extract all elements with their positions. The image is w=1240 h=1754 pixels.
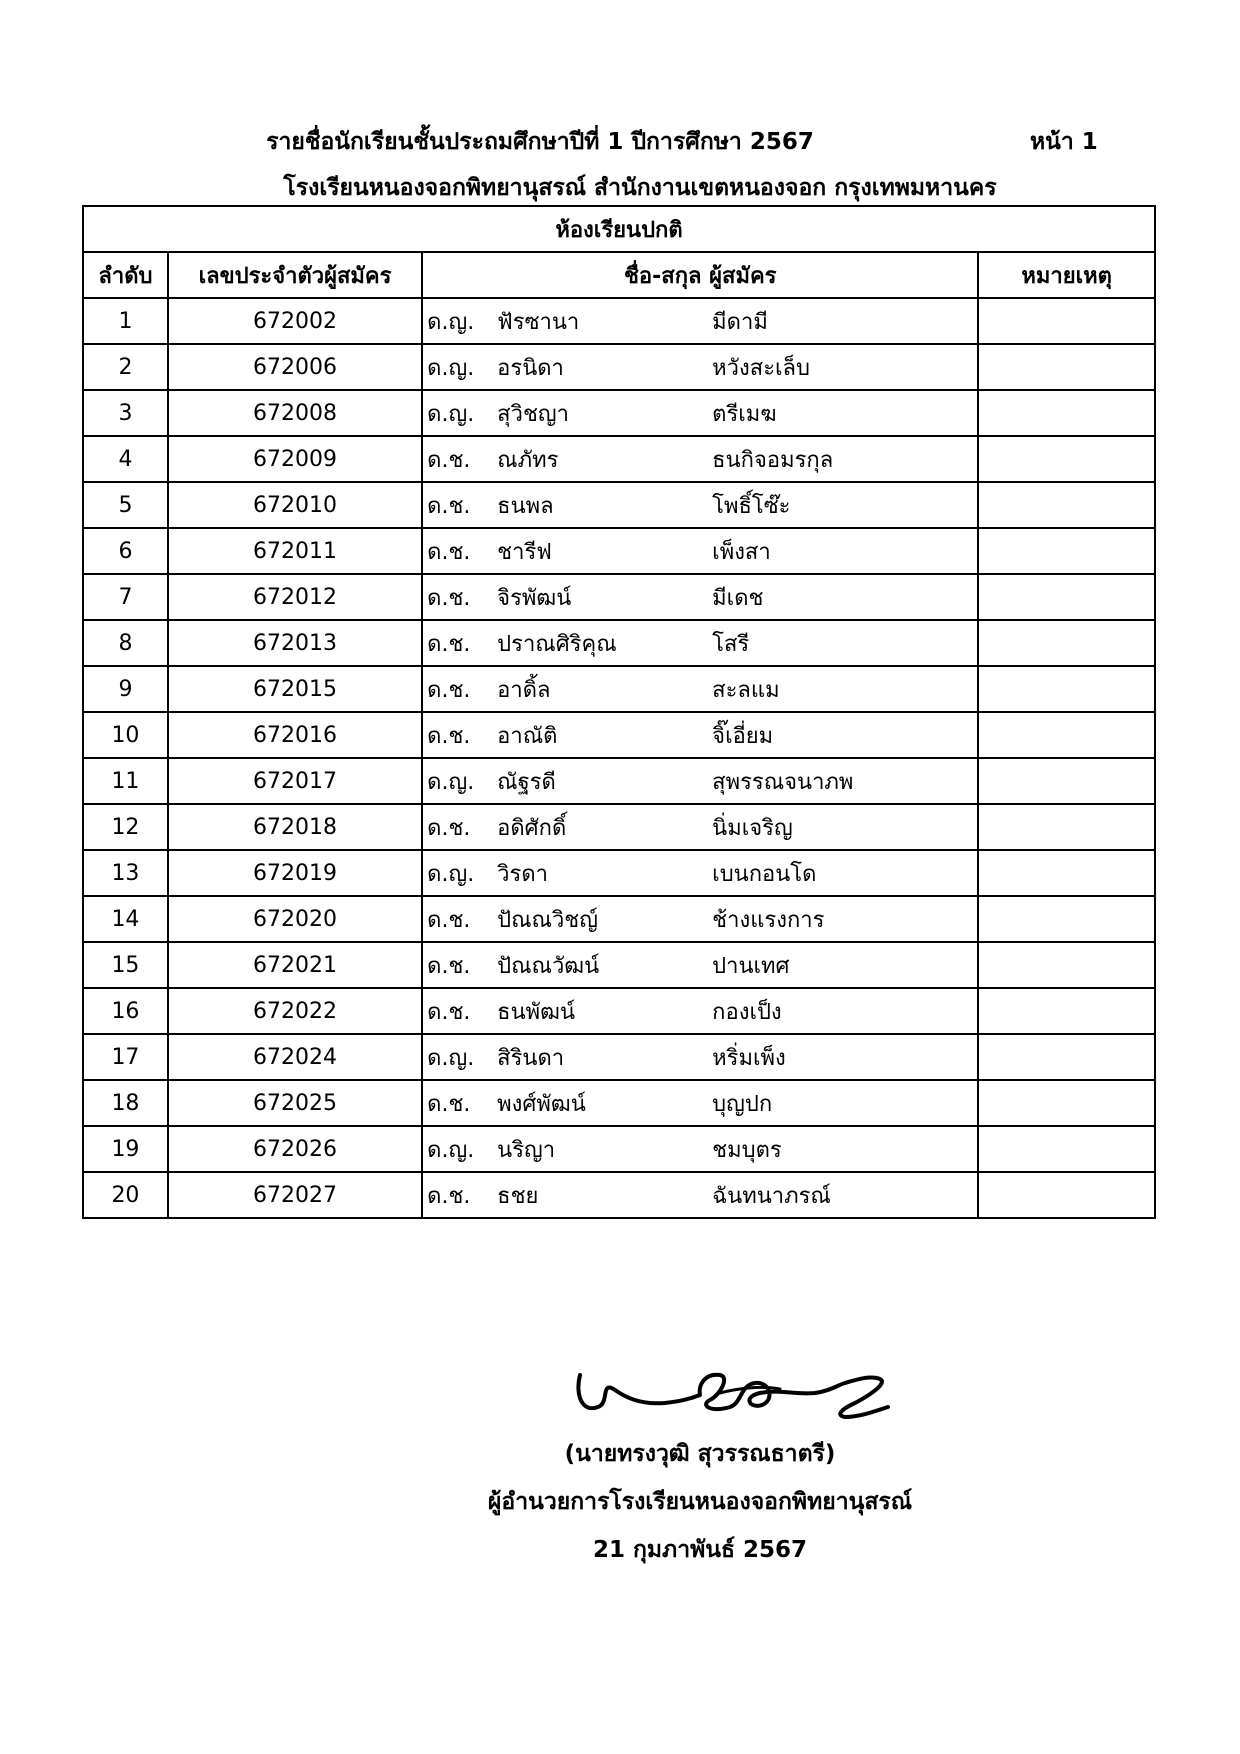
name-prefix: ด.ช. [427,493,471,519]
student-roster-table [82,205,1156,1219]
table-row [83,666,1155,712]
table-row [83,942,1155,988]
last-name: หริ่มเพ็ง [712,1045,786,1071]
row-index: 4 [83,436,168,482]
name-prefix: ด.ช. [427,631,471,657]
table-row [83,1034,1155,1080]
signature-date: 21 กุมภาพันธ์ 2567 [592,1537,808,1563]
applicant-id: 672020 [168,896,422,942]
last-name: เพ็งสา [712,539,771,565]
applicant-id: 672024 [168,1034,422,1080]
name-prefix: ด.ช. [427,539,471,565]
table-row [83,482,1155,528]
row-index: 17 [83,1034,168,1080]
table-row [83,1080,1155,1126]
table-row [83,804,1155,850]
row-index: 12 [83,804,168,850]
row-index: 18 [83,1080,168,1126]
roster-body [83,298,1155,1218]
applicant-name-cell [422,344,978,390]
name-prefix: ด.ญ. [427,309,475,335]
first-name: อดิศักดิ์ [497,815,567,841]
applicant-id: 672009 [168,436,422,482]
applicant-id: 672006 [168,344,422,390]
last-name: บุญปก [712,1091,773,1117]
row-index: 6 [83,528,168,574]
page-number: หน้า 1 [1030,129,1098,155]
last-name: โพธิ์โซ๊ะ [712,493,791,519]
first-name: พงศ์พัฒน์ [497,1091,586,1117]
last-name: จิ๊เอี่ยม [712,723,774,749]
table-row [83,758,1155,804]
row-index: 14 [83,896,168,942]
row-index: 8 [83,620,168,666]
applicant-name-cell [422,1172,978,1218]
first-name: สิรินดา [497,1045,565,1071]
applicant-id: 672027 [168,1172,422,1218]
column-header-applicant-id: เลขประจำตัวผู้สมัคร [168,252,422,298]
first-name: อาดิ้ล [497,677,551,703]
applicant-name-cell [422,620,978,666]
applicant-id: 672008 [168,390,422,436]
row-index: 9 [83,666,168,712]
name-prefix: ด.ช. [427,815,471,841]
last-name: มีดามี [712,309,768,335]
column-header-row [83,252,1155,298]
applicant-id: 672018 [168,804,422,850]
note-cell [978,482,1155,528]
applicant-name-cell [422,988,978,1034]
signer-position: ผู้อำนวยการโรงเรียนหนองจอกพิทยานุสรณ์ [487,1489,913,1515]
applicant-id: 672021 [168,942,422,988]
applicant-name-cell [422,758,978,804]
note-cell [978,988,1155,1034]
applicant-name-cell [422,1080,978,1126]
table-row [83,574,1155,620]
first-name: สุวิชญา [497,401,569,427]
table-row [83,620,1155,666]
name-prefix: ด.ญ. [427,1137,475,1163]
applicant-name-cell [422,528,978,574]
row-index: 11 [83,758,168,804]
note-cell [978,666,1155,712]
table-row [83,1172,1155,1218]
name-prefix: ด.ช. [427,723,471,749]
applicant-name-cell [422,298,978,344]
row-index: 15 [83,942,168,988]
first-name: ฟัรซานา [497,309,580,335]
applicant-id: 672017 [168,758,422,804]
table-row [83,528,1155,574]
note-cell [978,436,1155,482]
applicant-id: 672022 [168,988,422,1034]
applicant-id: 672011 [168,528,422,574]
last-name: หวังสะเล็บ [712,355,810,381]
note-cell [978,758,1155,804]
first-name: ธนพล [497,493,554,519]
first-name: นริญา [497,1137,556,1163]
name-prefix: ด.ช. [427,907,471,933]
first-name: ณภัทร [497,447,559,473]
first-name: จิรพัฒน์ [497,585,572,611]
name-prefix: ด.ช. [427,677,471,703]
name-prefix: ด.ช. [427,447,471,473]
document-subtitle [0,170,1240,206]
name-prefix: ด.ช. [427,1091,471,1117]
signature-block [0,1430,1240,1574]
last-name: โสรี [712,631,750,657]
column-header-index: ลำดับ [83,252,168,298]
first-name: วิรดา [497,861,548,887]
note-cell [978,896,1155,942]
name-prefix: ด.ช. [427,999,471,1025]
table-row [83,896,1155,942]
applicant-name-cell [422,436,978,482]
note-cell [978,850,1155,896]
first-name: ณัฐรดี [497,769,556,795]
row-index: 5 [83,482,168,528]
last-name: สะลแม [712,677,780,703]
first-name: ธนพัฒน์ [497,999,576,1025]
row-index: 2 [83,344,168,390]
last-name: ปานเทศ [712,953,790,979]
column-header-note: หมายเหตุ [978,252,1155,298]
note-cell [978,1034,1155,1080]
first-name: ปราณศิริคุณ [497,631,617,657]
applicant-id: 672026 [168,1126,422,1172]
document-title-text: รายชื่อนักเรียนชั้นประถมศึกษาปีที่ 1 ปีการศึกษา 2567 [266,129,814,155]
last-name: นิ่มเจริญ [712,815,793,841]
name-prefix: ด.ญ. [427,401,475,427]
applicant-id: 672019 [168,850,422,896]
applicant-id: 672012 [168,574,422,620]
row-index: 20 [83,1172,168,1218]
note-cell [978,942,1155,988]
name-prefix: ด.ช. [427,1183,471,1209]
applicant-name-cell [422,1034,978,1080]
note-cell [978,528,1155,574]
name-prefix: ด.ช. [427,585,471,611]
table-row [83,988,1155,1034]
row-index: 3 [83,390,168,436]
first-name: ธชย [497,1183,539,1209]
table-row [83,436,1155,482]
row-index: 7 [83,574,168,620]
row-index: 16 [83,988,168,1034]
column-header-name: ชื่อ-สกุล ผู้สมัคร [422,252,978,298]
last-name: ฉันทนาภรณ์ [712,1183,831,1209]
first-name: ปัณณวิชญ์ [497,907,598,933]
applicant-name-cell [422,574,978,620]
table-row [83,344,1155,390]
row-index: 19 [83,1126,168,1172]
applicant-name-cell [422,850,978,896]
note-cell [978,574,1155,620]
table-row [83,712,1155,758]
applicant-id: 672015 [168,666,422,712]
first-name: ปัณณวัฒน์ [497,953,600,979]
note-cell [978,804,1155,850]
table-row [83,390,1155,436]
name-prefix: ด.ญ. [427,1045,475,1071]
name-prefix: ด.ญ. [427,861,475,887]
note-cell [978,390,1155,436]
row-index: 10 [83,712,168,758]
row-index: 1 [83,298,168,344]
first-name: อาณัติ [497,723,558,749]
note-cell [978,1172,1155,1218]
applicant-name-cell [422,390,978,436]
note-cell [978,344,1155,390]
signature-image [570,1345,910,1435]
room-header-row [83,206,1155,252]
signer-name: (นายทรงวุฒิ สุวรรณธาตรี) [564,1441,836,1467]
note-cell [978,712,1155,758]
last-name: กองเป็ง [712,999,782,1025]
last-name: ช้างแรงการ [712,907,825,933]
note-cell [978,298,1155,344]
last-name: ตรีเมฆ [712,401,777,427]
applicant-name-cell [422,804,978,850]
last-name: ชมบุตร [712,1137,782,1163]
applicant-name-cell [422,942,978,988]
table-row [83,1126,1155,1172]
applicant-id: 672002 [168,298,422,344]
first-name: ชารีฟ [497,539,552,565]
note-cell [978,620,1155,666]
applicant-name-cell [422,896,978,942]
table-row [83,850,1155,896]
note-cell [978,1126,1155,1172]
name-prefix: ด.ญ. [427,769,475,795]
applicant-id: 672010 [168,482,422,528]
applicant-name-cell [422,1126,978,1172]
applicant-id: 672016 [168,712,422,758]
room-label: ห้องเรียนปกติ [83,206,1155,252]
applicant-id: 672013 [168,620,422,666]
last-name: ธนกิจอมรกุล [712,447,834,473]
table-row [83,298,1155,344]
name-prefix: ด.ช. [427,953,471,979]
name-prefix: ด.ญ. [427,355,475,381]
applicant-id: 672025 [168,1080,422,1126]
applicant-name-cell [422,482,978,528]
last-name: มีเดช [712,585,764,611]
last-name: เบนกอนโด [712,861,817,887]
first-name: อรนิดา [497,355,564,381]
row-index: 13 [83,850,168,896]
document-subtitle-text: โรงเรียนหนองจอกพิทยานุสรณ์ สำนักงานเขตหนองจอก กรุงเทพมหานคร [283,175,997,201]
applicant-name-cell [422,666,978,712]
note-cell [978,1080,1155,1126]
last-name: สุพรรณจนาภพ [712,769,854,795]
applicant-name-cell [422,712,978,758]
